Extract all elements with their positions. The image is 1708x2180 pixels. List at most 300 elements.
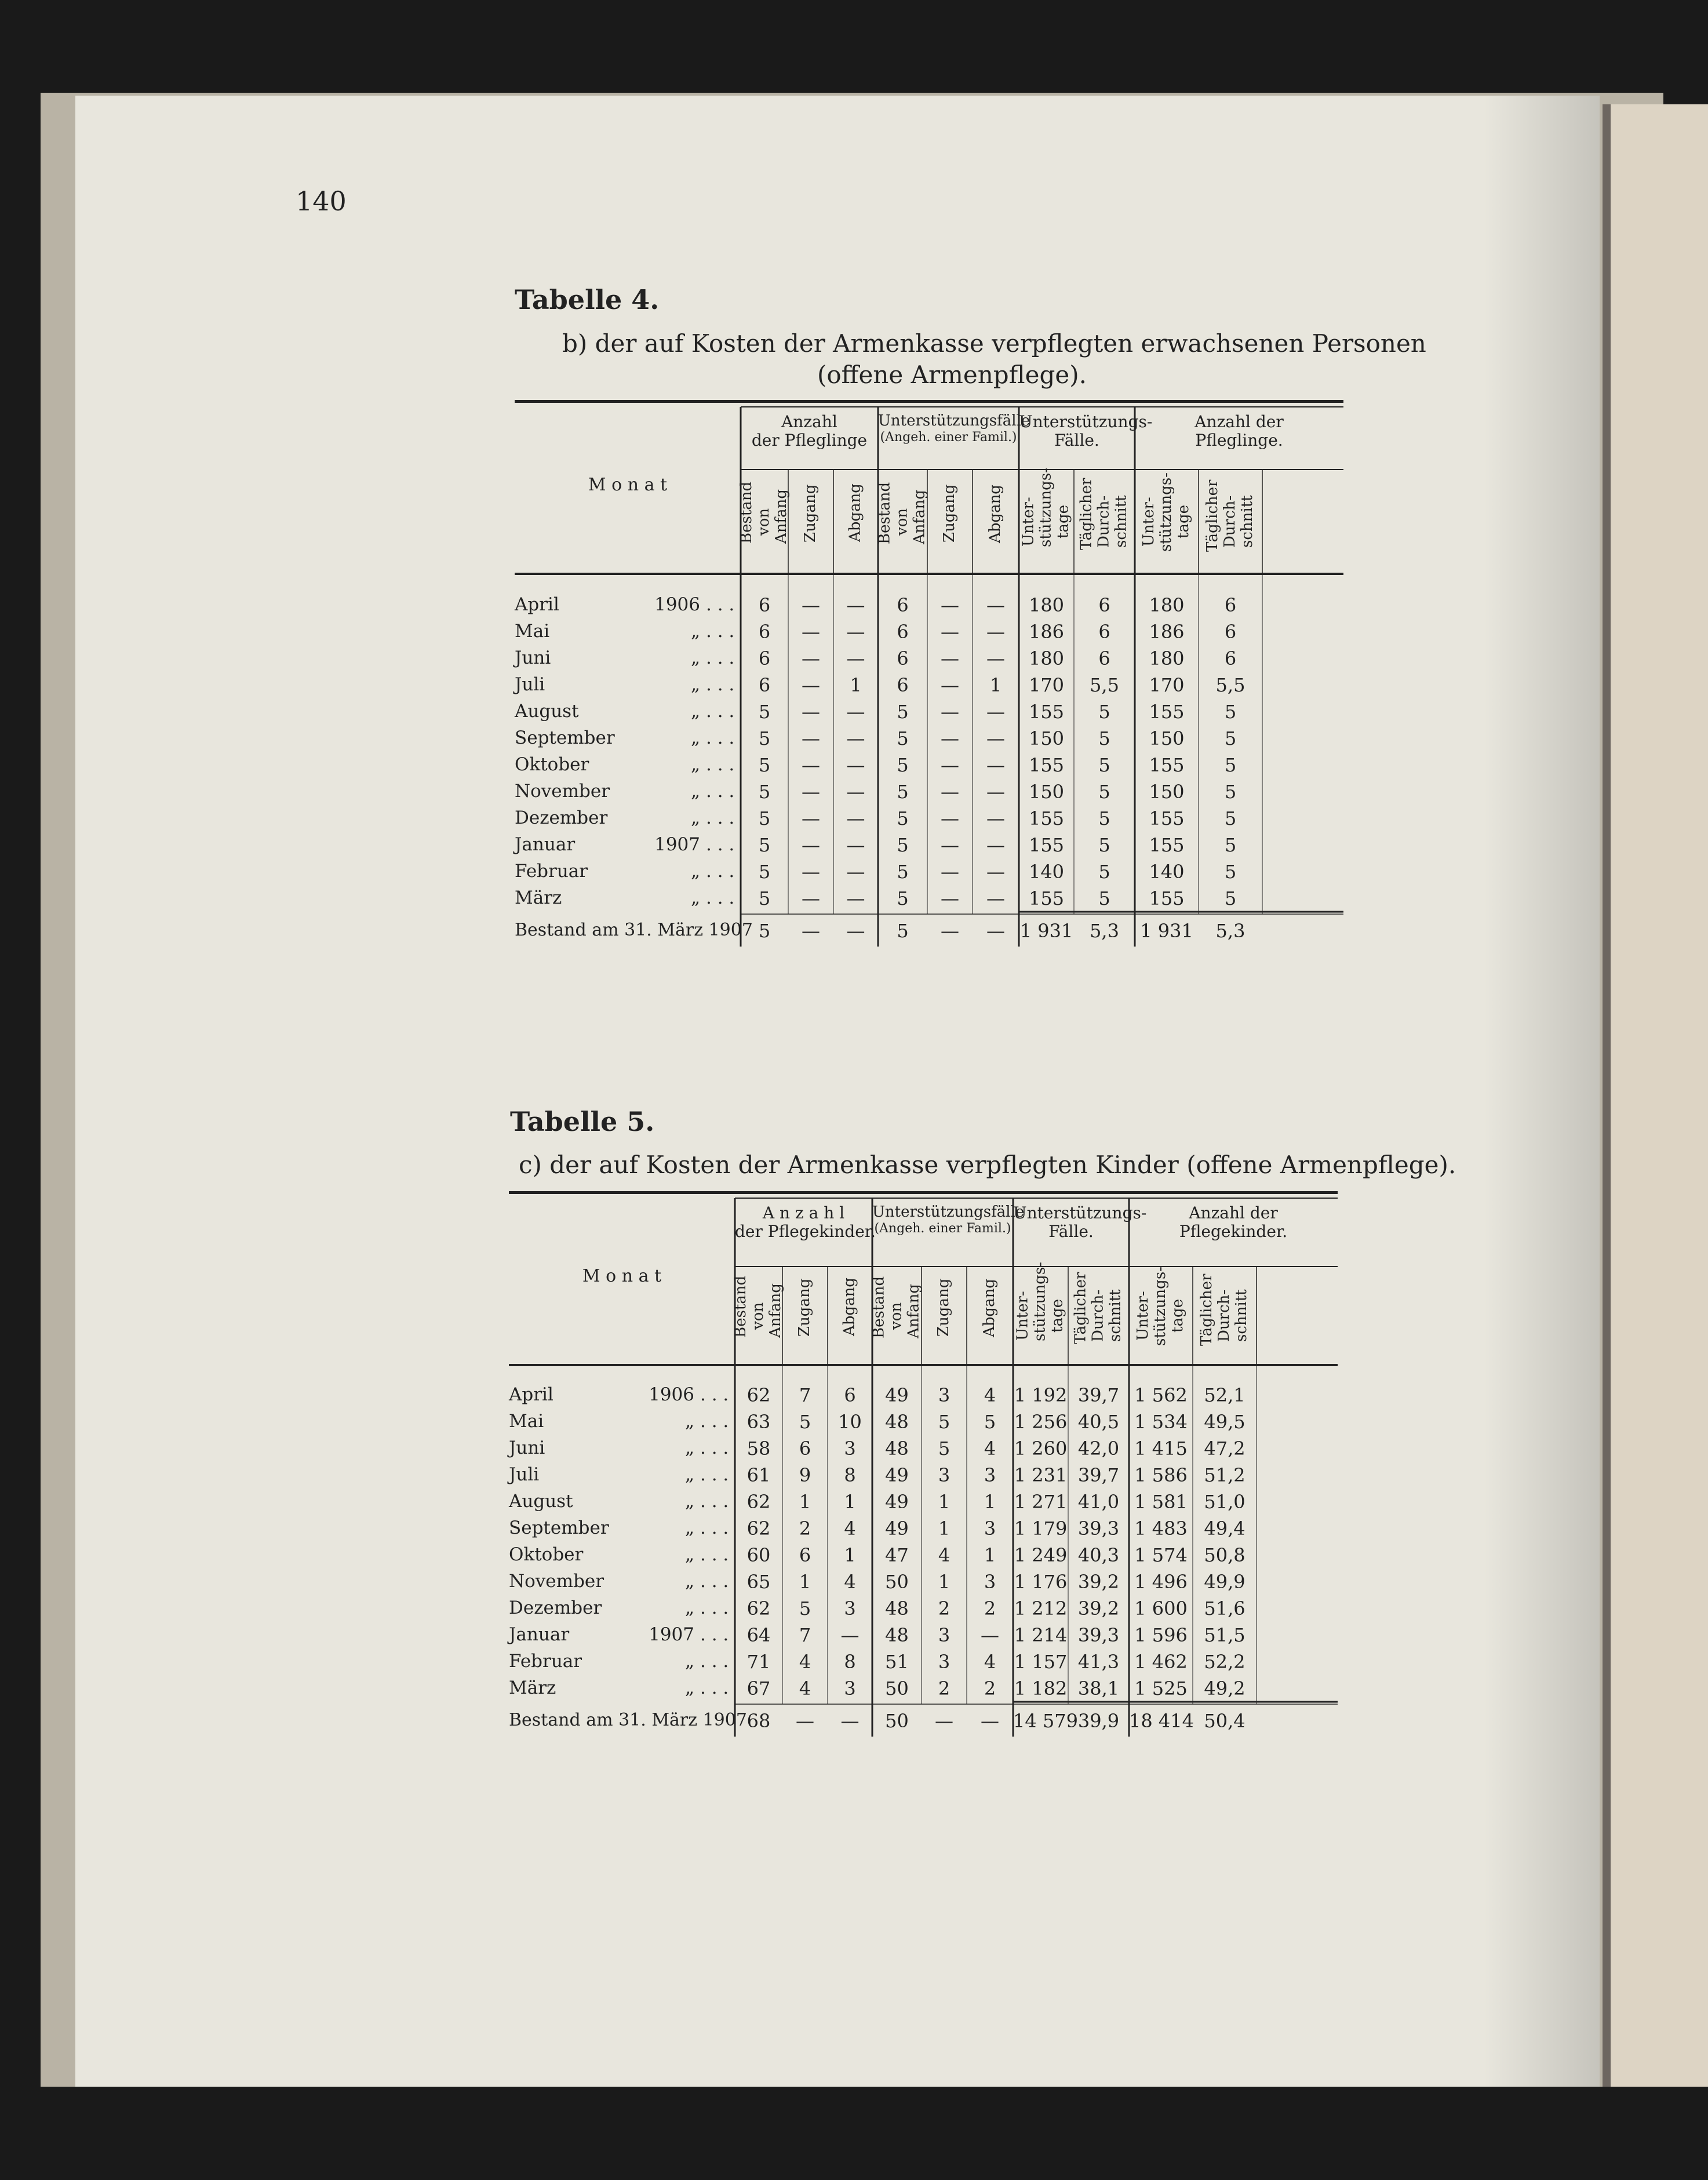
table-cell: 1 231 — [1014, 1464, 1068, 1486]
table-cell: 3 — [938, 1651, 950, 1673]
table-cell: 5 — [897, 834, 909, 856]
table-cell: 5 — [1224, 861, 1237, 883]
table-cell: 1 534 — [1134, 1411, 1188, 1433]
group-header-group2 — [878, 412, 1030, 445]
table-cell: 1 214 — [1014, 1624, 1068, 1646]
table-cell: — — [986, 594, 1005, 616]
table-cell: 63 — [746, 1411, 771, 1433]
row-year: „ — [690, 701, 700, 722]
row-leader-dots: . . . — [706, 594, 735, 615]
row-leader-dots: . . . — [706, 807, 735, 828]
table-cell: — — [802, 807, 820, 829]
table-cell: 1 562 — [1134, 1384, 1188, 1406]
group-header-group1 — [741, 413, 878, 450]
table-cell: 155 — [1028, 834, 1065, 856]
table-cell: 180 — [1149, 647, 1185, 669]
row-leader-dots: . . . — [706, 834, 735, 855]
row-month: April — [509, 1384, 553, 1405]
table-cell: 1 525 — [1134, 1677, 1188, 1699]
table-cell: 5 — [1224, 727, 1237, 749]
table-cell: 2 — [938, 1677, 950, 1699]
row-year: „ — [690, 754, 700, 775]
table-cell: 7 — [799, 1384, 811, 1406]
column-header-text: Zugang — [802, 484, 820, 543]
group-header-line2: der Pflegekinder. — [735, 1222, 876, 1242]
table-cell: 5,5 — [1215, 674, 1246, 696]
column-header-col_zugang — [927, 475, 973, 568]
table-cell: 155 — [1149, 754, 1185, 776]
table-cell: 5 — [938, 1437, 950, 1460]
column-header-col_durch — [1199, 475, 1262, 568]
row-year: „ — [684, 1597, 694, 1618]
table-cell: 6 — [758, 674, 771, 696]
column-header-text: Täglicher Durch- schnitt — [1072, 1272, 1124, 1345]
table-cell: 1 — [938, 1491, 950, 1513]
column-header-text: Abgang — [981, 1279, 999, 1337]
table-cell: 1 586 — [1134, 1464, 1188, 1486]
column-header-text: Zugang — [941, 484, 959, 543]
row-month: April — [515, 594, 559, 615]
table-cell: 1 596 — [1134, 1624, 1188, 1646]
table-cell: 5 — [799, 1597, 811, 1619]
table-cell: — — [802, 701, 820, 723]
column-header-col_bestand — [872, 1272, 922, 1359]
row-year: „ — [690, 887, 700, 908]
table-cell: 2 — [984, 1677, 996, 1699]
group-header-line2: (Angeh. einer Famil.) — [880, 430, 1017, 445]
table-cell: — — [846, 594, 865, 616]
row-month: Dezember — [515, 807, 608, 828]
table-cell: — — [941, 674, 959, 696]
group-header-line2: Fälle. — [1048, 1222, 1094, 1242]
table-cell: 4 — [984, 1437, 996, 1460]
column-header-text: Abgang — [840, 1278, 858, 1337]
table-cell: 1 249 — [1014, 1544, 1068, 1566]
table4-subtitle-line1: b) der auf Kosten der Armenkasse verpflegten erwachsenen Personen — [562, 329, 1426, 358]
table-cell: 6 — [1098, 594, 1110, 616]
table-cell: 150 — [1028, 781, 1065, 803]
table-cell: 5 — [1224, 781, 1237, 803]
facing-page-spine — [1603, 104, 1611, 2087]
table-cell: 2 — [799, 1517, 811, 1540]
table-cell: 3 — [984, 1517, 996, 1540]
row-year: „ — [684, 1544, 694, 1565]
row-year: „ — [684, 1411, 694, 1432]
table-cell: 67 — [746, 1677, 771, 1699]
table-cell: 9 — [799, 1464, 811, 1486]
table-cell: 3 — [844, 1677, 856, 1699]
table-cell: — — [846, 807, 865, 829]
table-cell: 61 — [746, 1464, 771, 1486]
table-cell: 51,0 — [1204, 1491, 1246, 1513]
group-header-line1: Unterstützungsfälle — [878, 412, 1030, 430]
table-cell: 6 — [758, 621, 771, 643]
table-cell: 180 — [1028, 647, 1065, 669]
table-cell: 60 — [746, 1544, 771, 1566]
row-year: 1906 — [654, 594, 700, 615]
table-cell: 150 — [1149, 781, 1185, 803]
column-header-text: Bestand von Anfang — [876, 482, 928, 545]
table-cell: 5 — [897, 727, 909, 749]
table-cell: 50 — [885, 1571, 909, 1593]
table5 — [509, 1191, 1338, 1748]
table-cell: 5 — [897, 754, 909, 776]
table-cell: 180 — [1028, 594, 1065, 616]
row-leader-dots: . . . — [700, 1624, 729, 1645]
table-cell: 39,7 — [1077, 1464, 1120, 1486]
row-year: „ — [684, 1464, 694, 1485]
row-month: Januar — [509, 1624, 570, 1645]
row-year: 1907 — [654, 834, 700, 855]
table-cell: — — [846, 887, 865, 909]
table-cell: 1 — [938, 1571, 950, 1593]
table-cell: — — [941, 727, 959, 749]
group-header-line2: Pflegekinder. — [1179, 1222, 1288, 1242]
column-header-text: Täglicher Durch- schnitt — [1204, 479, 1256, 552]
total-label: Bestand am 31. März 1907 — [515, 920, 753, 940]
page-gutter-shadow — [1484, 96, 1600, 2087]
group-header-line1: Anzahl — [781, 412, 837, 431]
table-cell: 155 — [1028, 807, 1065, 829]
table-cell: 1 496 — [1134, 1571, 1188, 1593]
table-cell: 38,1 — [1077, 1677, 1120, 1699]
table-cell: 6 — [1098, 647, 1110, 669]
table-cell: 1 271 — [1014, 1491, 1068, 1513]
table-cell: 6 — [897, 621, 909, 643]
table-cell: 48 — [885, 1624, 909, 1646]
table-cell: 3 — [844, 1437, 856, 1460]
column-header-col_bestand — [878, 475, 927, 568]
table-cell: — — [941, 781, 959, 803]
table-cell: 49,9 — [1204, 1571, 1246, 1593]
table-cell: 5 — [897, 701, 909, 723]
total-cell: — — [981, 1710, 999, 1732]
table-cell: 4 — [844, 1571, 856, 1593]
table-cell: 6 — [897, 594, 909, 616]
row-leader-dots: . . . — [700, 1651, 729, 1672]
table-cell: 6 — [897, 674, 909, 696]
column-header-col_abgang — [833, 475, 878, 568]
row-month: Februar — [509, 1651, 582, 1672]
table-cell: 5 — [1098, 754, 1110, 776]
table-cell: 39,7 — [1077, 1384, 1120, 1406]
table-cell: 65 — [746, 1571, 771, 1593]
total-cell: — — [840, 1710, 860, 1732]
book-page — [75, 96, 1600, 2087]
row-month: August — [515, 701, 579, 722]
table-cell: 1 256 — [1014, 1411, 1068, 1433]
table-cell: 50,8 — [1204, 1544, 1246, 1566]
table-cell: 48 — [885, 1411, 909, 1433]
table-cell: 1 182 — [1014, 1677, 1068, 1699]
row-month: Mai — [515, 621, 550, 642]
row-leader-dots: . . . — [700, 1677, 729, 1698]
group-header-group2 — [872, 1203, 1025, 1236]
table-cell: 48 — [885, 1437, 909, 1460]
table-cell: 1 483 — [1134, 1517, 1188, 1540]
column-header-text: Zugang — [796, 1278, 814, 1337]
row-leader-dots: . . . — [706, 727, 735, 748]
row-month: Juli — [515, 674, 545, 695]
table-cell: 62 — [746, 1491, 771, 1513]
table-cell: 1 — [799, 1491, 811, 1513]
table-cell: 6 — [799, 1437, 811, 1460]
table-cell: — — [802, 727, 820, 749]
table-cell: 6 — [799, 1544, 811, 1566]
table-cell: — — [941, 701, 959, 723]
row-year: „ — [690, 727, 700, 748]
group-header-line2: Fälle. — [1054, 431, 1099, 450]
column-header-col_tage — [1013, 1262, 1068, 1359]
row-year: „ — [684, 1491, 694, 1512]
row-year: „ — [690, 861, 700, 882]
table-cell: 49 — [885, 1517, 909, 1540]
table-cell: 5 — [1098, 701, 1110, 723]
total-cell: 5,3 — [1090, 920, 1119, 942]
table-cell: — — [802, 781, 820, 803]
table-cell: 49 — [885, 1464, 909, 1486]
row-year: „ — [684, 1677, 694, 1698]
column-header-col_abgang — [973, 475, 1019, 568]
table-cell: — — [802, 754, 820, 776]
column-header-col_durch — [1068, 1272, 1129, 1359]
table-cell: 64 — [746, 1624, 771, 1646]
table-cell: 5 — [938, 1411, 950, 1433]
group-header-line1: Unterstützungsfälle — [872, 1203, 1025, 1221]
total-cell: — — [935, 1710, 953, 1732]
table-cell: 2 — [938, 1597, 950, 1619]
table-cell: 3 — [938, 1464, 950, 1486]
table-cell: 42,0 — [1077, 1437, 1120, 1460]
row-leader-dots: . . . — [700, 1517, 729, 1538]
group-header-line1: Anzahl der — [1189, 1203, 1278, 1222]
column-header-col_bestand — [732, 1272, 784, 1359]
table-cell: 6 — [1098, 621, 1110, 643]
table-cell: 3 — [938, 1384, 950, 1406]
table-cell: 6 — [897, 647, 909, 669]
column-header-text: Unter- stützungs- tage — [1140, 472, 1192, 552]
table-cell: — — [802, 861, 820, 883]
table-cell: 5 — [1224, 754, 1237, 776]
total-cell: 68 — [746, 1710, 771, 1732]
total-cell: 5 — [758, 920, 771, 942]
table-cell: 51 — [885, 1651, 909, 1673]
table-cell: 51,6 — [1204, 1597, 1246, 1619]
column-header-col_tage — [1135, 472, 1199, 568]
table-cell: — — [802, 594, 820, 616]
row-leader-dots: . . . — [700, 1384, 729, 1405]
table-cell: 150 — [1028, 727, 1065, 749]
table-cell: 155 — [1149, 807, 1185, 829]
table-cell: 48 — [885, 1597, 909, 1619]
table-cell: 1 — [844, 1544, 856, 1566]
column-header-col_bestand — [738, 475, 790, 568]
table-cell: 5,5 — [1090, 674, 1119, 696]
group-header-line1: Unterstützungs- — [1019, 412, 1153, 431]
column-header-col_tage — [1129, 1266, 1193, 1359]
table-cell: — — [986, 781, 1005, 803]
row-month: Oktober — [515, 754, 589, 775]
column-header-col_zugang — [922, 1272, 967, 1359]
table-cell: 50 — [885, 1677, 909, 1699]
table-cell: 5 — [1098, 861, 1110, 883]
row-leader-dots: . . . — [700, 1491, 729, 1512]
table-cell: 1 600 — [1134, 1597, 1188, 1619]
row-leader-dots: . . . — [706, 701, 735, 722]
table-cell: 5 — [758, 754, 771, 776]
row-month: Juli — [509, 1464, 540, 1485]
table-cell: 155 — [1149, 834, 1185, 856]
row-leader-dots: . . . — [700, 1437, 729, 1458]
table-cell: — — [941, 807, 959, 829]
table-cell: — — [846, 861, 865, 883]
table-cell: 39,2 — [1077, 1571, 1120, 1593]
table-cell: 1 179 — [1014, 1517, 1068, 1540]
table-cell: 1 — [984, 1491, 996, 1513]
table-cell: 1 212 — [1014, 1597, 1068, 1619]
table-cell: 5 — [984, 1411, 996, 1433]
table-cell: 186 — [1149, 621, 1185, 643]
group-header-group3 — [1019, 412, 1153, 450]
table-cell: — — [802, 834, 820, 856]
table-cell: 170 — [1149, 674, 1185, 696]
table-cell: 1 462 — [1134, 1651, 1188, 1673]
table-cell: 6 — [758, 594, 771, 616]
column-header-text: Zugang — [935, 1278, 953, 1337]
table-cell: 52,2 — [1204, 1651, 1246, 1673]
table-cell: 186 — [1028, 621, 1065, 643]
total-cell: — — [846, 920, 865, 942]
total-cell: 5,3 — [1215, 920, 1246, 942]
column-header-text: Unter- stützungs- tage — [1014, 1262, 1066, 1342]
table-cell: — — [941, 834, 959, 856]
table-cell: 1 581 — [1134, 1491, 1188, 1513]
row-month: Mai — [509, 1411, 544, 1432]
table-cell: 1 — [850, 674, 862, 696]
total-cell: 39,9 — [1077, 1710, 1120, 1732]
table-cell: 1 176 — [1014, 1571, 1068, 1593]
table-cell: — — [986, 834, 1005, 856]
table-cell: — — [986, 701, 1005, 723]
table-cell: 5 — [897, 861, 909, 883]
table-cell: — — [941, 621, 959, 643]
row-leader-dots: . . . — [700, 1571, 729, 1592]
table-cell: 49,5 — [1204, 1411, 1246, 1433]
table-cell: 1 — [989, 674, 1002, 696]
table4-label: Tabelle 4. — [515, 284, 660, 315]
table-cell: 8 — [844, 1464, 856, 1486]
table-cell: — — [802, 621, 820, 643]
table-cell: — — [986, 621, 1005, 643]
row-year: 1906 — [649, 1384, 694, 1405]
table-cell: — — [941, 887, 959, 909]
table-cell: 140 — [1149, 861, 1185, 883]
group-header-line2: Pfleglinge. — [1195, 431, 1283, 450]
table-cell: 5 — [799, 1411, 811, 1433]
row-leader-dots: . . . — [706, 674, 735, 695]
table-cell: 62 — [746, 1517, 771, 1540]
row-leader-dots: . . . — [706, 621, 735, 642]
table-cell: 4 — [844, 1517, 856, 1540]
table-cell: 5 — [758, 834, 771, 856]
row-year: 1907 — [649, 1624, 694, 1645]
table-cell: 150 — [1149, 727, 1185, 749]
table-cell: 3 — [938, 1624, 950, 1646]
row-year: „ — [684, 1651, 694, 1672]
group-header-group4 — [1129, 1204, 1338, 1241]
column-header-text: Täglicher Durch- schnitt — [1198, 1273, 1250, 1346]
row-leader-dots: . . . — [706, 861, 735, 882]
row-month: November — [509, 1571, 604, 1592]
table-cell: 49,4 — [1204, 1517, 1246, 1540]
table-cell: — — [802, 647, 820, 669]
column-header-col_tage — [1019, 468, 1074, 568]
total-cell: 50 — [885, 1710, 909, 1732]
table-cell: 5 — [758, 861, 771, 883]
table-cell: 6 — [1224, 621, 1237, 643]
row-leader-dots: . . . — [706, 781, 735, 802]
group-header-line2: (Angeh. einer Famil.) — [874, 1221, 1011, 1236]
table-cell: 6 — [844, 1384, 856, 1406]
table-cell: 1 — [984, 1544, 996, 1566]
table-cell: 2 — [984, 1597, 996, 1619]
row-leader-dots: . . . — [706, 647, 735, 668]
column-header-text: Täglicher Durch- schnitt — [1077, 478, 1130, 551]
table-cell: 155 — [1149, 701, 1185, 723]
total-cell: — — [986, 920, 1005, 942]
total-cell: 14 579 — [1013, 1710, 1078, 1732]
table-cell: 49 — [885, 1491, 909, 1513]
row-month: März — [509, 1677, 556, 1698]
row-month: August — [509, 1491, 573, 1512]
table-cell: 5 — [758, 781, 771, 803]
group-header-group1 — [735, 1203, 876, 1242]
row-month: Dezember — [509, 1597, 602, 1618]
table-cell: 6 — [1224, 594, 1237, 616]
table4 — [515, 400, 1343, 951]
column-header-text: Bestand von Anfang — [732, 1275, 784, 1338]
total-cell: 5 — [897, 920, 909, 942]
table-cell: 5 — [758, 701, 771, 723]
row-month: Juni — [509, 1437, 545, 1458]
column-header-col_abgang — [828, 1272, 872, 1359]
table-cell: 1 574 — [1134, 1544, 1188, 1566]
table-cell: 6 — [1224, 647, 1237, 669]
column-header-text: Bestand von Anfang — [870, 1276, 923, 1339]
table-cell: 1 — [799, 1571, 811, 1593]
table-cell: 39,2 — [1077, 1597, 1120, 1619]
row-month: September — [509, 1517, 609, 1538]
row-year: „ — [690, 674, 700, 695]
column-header-col_durch — [1074, 475, 1135, 568]
row-month: Juni — [515, 647, 551, 668]
table-cell: — — [802, 674, 820, 696]
table-cell: 4 — [984, 1384, 996, 1406]
row-leader-dots: . . . — [700, 1597, 729, 1618]
table-cell: — — [846, 781, 865, 803]
row-year: „ — [684, 1571, 694, 1592]
table-cell: 51,5 — [1204, 1624, 1246, 1646]
row-year: „ — [690, 807, 700, 828]
table-cell: 5 — [1224, 887, 1237, 909]
column-header-text: Abgang — [846, 483, 864, 543]
table-cell: 5 — [1098, 781, 1110, 803]
table-cell: — — [846, 647, 865, 669]
total-cell: 1 931 — [1140, 920, 1193, 942]
header-monat: M o n a t — [588, 475, 668, 495]
table-cell: 5 — [758, 807, 771, 829]
table-cell: 47 — [885, 1544, 909, 1566]
